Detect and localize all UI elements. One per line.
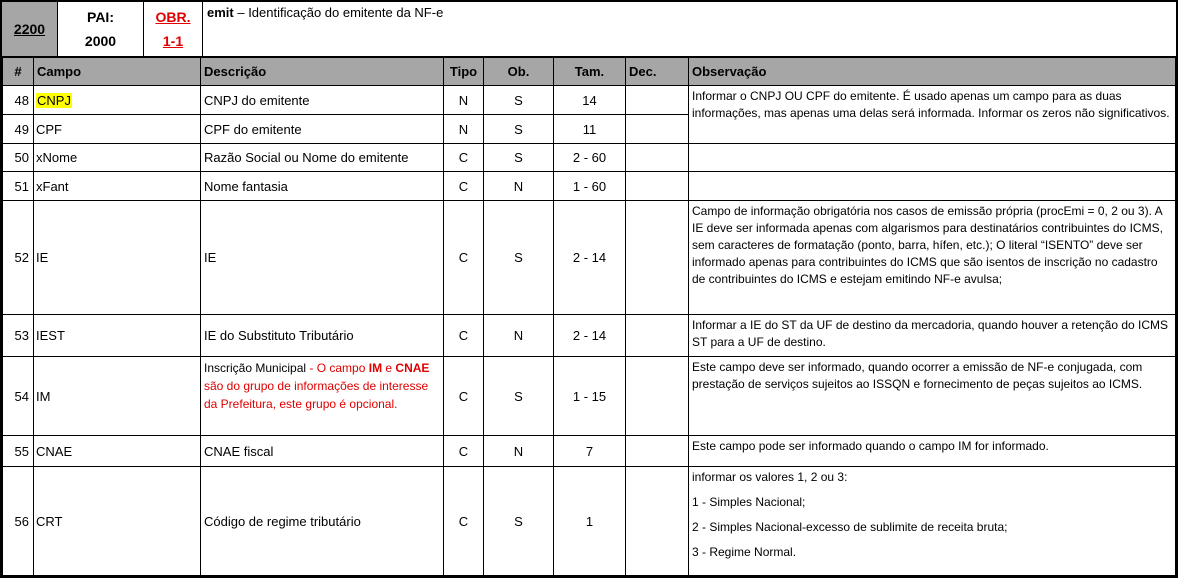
parent-cell bbox=[58, 2, 144, 56]
group-id: 2200 bbox=[13, 21, 46, 37]
row56-tam: 1 bbox=[554, 467, 626, 576]
row55-ob: N bbox=[484, 436, 554, 467]
row51-desc: Nome fantasia bbox=[201, 172, 444, 201]
row51-campo: xFant bbox=[34, 172, 201, 201]
row53-campo: IEST bbox=[34, 315, 201, 357]
row48-campo bbox=[34, 86, 201, 115]
desc-red-text: são do grupo de informações de interesse da Prefeitura, este grupo é opcional. bbox=[204, 379, 429, 411]
row56-desc: Código de regime tributário bbox=[201, 467, 444, 576]
row48-tam: 14 bbox=[554, 86, 626, 115]
row50-tipo: C bbox=[444, 144, 484, 172]
row51-ob: N bbox=[484, 172, 554, 201]
row53-tipo: C bbox=[444, 315, 484, 357]
table-header-row bbox=[3, 58, 1176, 86]
row48-desc: CNPJ do emitente bbox=[201, 86, 444, 115]
row48-num: 48 bbox=[3, 86, 34, 115]
row56-obs bbox=[689, 467, 1176, 576]
row48-ob: S bbox=[484, 86, 554, 115]
row50-num: 50 bbox=[3, 144, 34, 172]
row50-desc: Razão Social ou Nome do emitente bbox=[201, 144, 444, 172]
row55-desc: CNAE fiscal bbox=[201, 436, 444, 467]
row51-obs bbox=[689, 172, 1176, 201]
group-tag: emit bbox=[207, 5, 234, 20]
table-row bbox=[3, 436, 1176, 467]
row52-dec bbox=[626, 201, 689, 315]
occurrence-value: 1-1 bbox=[162, 32, 184, 49]
crt-obs-line: 1 - Simples Nacional; bbox=[692, 495, 806, 509]
row52-tipo: C bbox=[444, 201, 484, 315]
row56-ob: S bbox=[484, 467, 554, 576]
desc-red-text: e bbox=[382, 361, 396, 375]
table-row bbox=[3, 86, 1176, 115]
row51-tipo: C bbox=[444, 172, 484, 201]
parent-value: 2000 bbox=[84, 32, 117, 49]
row53-tam: 2 - 14 bbox=[554, 315, 626, 357]
crt-obs-line: 2 - Simples Nacional-excesso de sublimite de receita bruta; bbox=[692, 520, 1008, 534]
row56-dec bbox=[626, 467, 689, 576]
row54-tam: 1 - 15 bbox=[554, 357, 626, 436]
row48-49-obs: Informar o CNPJ OU CPF do emitente. É usado apenas um campo para as duas informações, mas apenas uma delas será informada. Informar os zeros não significativos. bbox=[689, 86, 1176, 144]
row49-tam: 11 bbox=[554, 115, 626, 144]
group-description: – Identificação do emitente da NF-e bbox=[233, 5, 444, 20]
row52-campo: IE bbox=[34, 201, 201, 315]
row54-dec bbox=[626, 357, 689, 436]
table-row bbox=[3, 467, 1176, 576]
crt-obs-line: informar os valores 1, 2 ou 3: bbox=[692, 470, 848, 484]
row53-dec bbox=[626, 315, 689, 357]
table-row bbox=[3, 201, 1176, 315]
row56-num: 56 bbox=[3, 467, 34, 576]
row50-dec bbox=[626, 144, 689, 172]
row55-tam: 7 bbox=[554, 436, 626, 467]
row52-tam: 2 - 14 bbox=[554, 201, 626, 315]
col-header-descricao: Descrição bbox=[201, 58, 444, 86]
row55-num: 55 bbox=[3, 436, 34, 467]
row49-campo: CPF bbox=[34, 115, 201, 144]
group-header-band bbox=[2, 2, 1176, 57]
row52-ob: S bbox=[484, 201, 554, 315]
group-title-cell bbox=[203, 2, 1176, 56]
group-id-cell bbox=[2, 2, 58, 56]
col-header-campo: Campo bbox=[34, 58, 201, 86]
row51-dec bbox=[626, 172, 689, 201]
row49-num: 49 bbox=[3, 115, 34, 144]
row55-campo: CNAE bbox=[34, 436, 201, 467]
row50-obs bbox=[689, 144, 1176, 172]
row50-ob: S bbox=[484, 144, 554, 172]
row54-ob: S bbox=[484, 357, 554, 436]
table-row bbox=[3, 144, 1176, 172]
row53-ob: N bbox=[484, 315, 554, 357]
desc-red-bold-cnae: CNAE bbox=[395, 361, 430, 375]
row52-num: 52 bbox=[3, 201, 34, 315]
row53-desc: IE do Substituto Tributário bbox=[201, 315, 444, 357]
row55-dec bbox=[626, 436, 689, 467]
row56-tipo: C bbox=[444, 467, 484, 576]
row49-ob: S bbox=[484, 115, 554, 144]
row52-obs: Campo de informação obrigatória nos casos de emissão própria (procEmi = 0, 2 ou 3). A IE deve ser informada apenas com algarismos para destinatários contribuintes do ICMS, sem caracteres de formatação (ponto, barra, hífen, etc.); O literal “ISENTO” deve ser informado apenas para contribuintes do ICMS que são isentos de inscrição no cadastro de contribuintes do ICMS e estejam emitindo NF-e avulsa; bbox=[689, 201, 1176, 315]
row52-desc: IE bbox=[201, 201, 444, 315]
row55-tipo: C bbox=[444, 436, 484, 467]
desc-red-text: - O campo bbox=[306, 361, 369, 375]
occurrence-label: OBR. bbox=[155, 9, 191, 26]
row54-num: 54 bbox=[3, 357, 34, 436]
row48-tipo: N bbox=[444, 86, 484, 115]
row54-tipo: C bbox=[444, 357, 484, 436]
row51-tam: 1 - 60 bbox=[554, 172, 626, 201]
row56-campo: CRT bbox=[34, 467, 201, 576]
row53-num: 53 bbox=[3, 315, 34, 357]
row48-dec bbox=[626, 86, 689, 115]
parent-label: PAI: bbox=[87, 9, 114, 26]
col-header-observacao: Observação bbox=[689, 58, 1176, 86]
row51-num: 51 bbox=[3, 172, 34, 201]
col-header-tipo: Tipo bbox=[444, 58, 484, 86]
row54-desc bbox=[201, 357, 444, 436]
table-row bbox=[3, 315, 1176, 357]
table-row bbox=[3, 172, 1176, 201]
row49-desc: CPF do emitente bbox=[201, 115, 444, 144]
col-header-ob: Ob. bbox=[484, 58, 554, 86]
row50-campo: xNome bbox=[34, 144, 201, 172]
col-header-dec: Dec. bbox=[626, 58, 689, 86]
row49-tipo: N bbox=[444, 115, 484, 144]
fields-table bbox=[2, 57, 1176, 576]
row50-tam: 2 - 60 bbox=[554, 144, 626, 172]
col-header-num: # bbox=[3, 58, 34, 86]
highlighted-field-name: CNPJ bbox=[37, 92, 71, 108]
crt-obs-line: 3 - Regime Normal. bbox=[692, 545, 797, 559]
col-header-tam: Tam. bbox=[554, 58, 626, 86]
table-row bbox=[3, 357, 1176, 436]
row54-campo: IM bbox=[34, 357, 201, 436]
row54-obs: Este campo deve ser informado, quando ocorrer a emissão de NF-e conjugada, com prestação de serviços sujeitos ao ISSQN e fornecimento de peças sujeitos ao ICMS. bbox=[689, 357, 1176, 436]
row53-obs: Informar a IE do ST da UF de destino da mercadoria, quando houver a retenção do ICMS ST para a UF de destino. bbox=[689, 315, 1176, 357]
desc-black-part: Inscrição Municipal bbox=[204, 361, 307, 375]
row55-obs: Este campo pode ser informado quando o campo IM for informado. bbox=[689, 436, 1176, 467]
occurrence-cell bbox=[144, 2, 203, 56]
desc-red-bold-im: IM bbox=[368, 361, 383, 375]
row49-dec bbox=[626, 115, 689, 144]
